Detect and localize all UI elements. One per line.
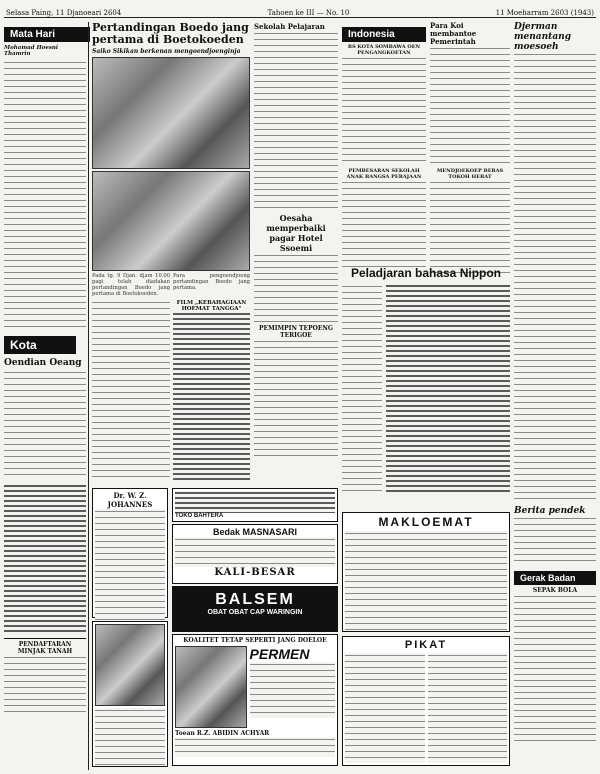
permen-ad xyxy=(172,634,338,766)
column-indonesia xyxy=(342,22,426,262)
berita-heading: Berita pendek xyxy=(514,506,586,516)
oendian-oeang-heading: Oendian Oeang xyxy=(4,358,82,368)
pikat-heading: PIKAT xyxy=(404,639,448,651)
para-koi-heading: Para Koi membantoe Pemerintah xyxy=(430,21,477,46)
gerak-badan-heading: Gerak Badan xyxy=(514,571,596,585)
boedo-subtitle: Saiko Sikikan berkenan mengoendjoenginja xyxy=(92,48,241,55)
boedo-body-left xyxy=(92,300,170,480)
masnasari-ad xyxy=(172,524,338,584)
sepak-bola-text xyxy=(514,594,596,744)
pembesaran-text xyxy=(342,180,426,270)
waringin-label: OBAT OBAT CAP WARINGIN xyxy=(207,609,303,616)
toko-bahtera-ad xyxy=(172,488,338,522)
indonesia-text xyxy=(342,56,426,166)
mata-hari-text xyxy=(4,60,86,330)
caption-right: Para pengoendjoeng pertandingan Boedo jang pertama. xyxy=(173,273,250,291)
balsem-ad xyxy=(172,586,338,632)
oendian-text xyxy=(4,370,86,480)
ads-block-left xyxy=(92,488,168,770)
column-mata-hari xyxy=(4,22,86,770)
ads-block-center xyxy=(172,488,338,770)
nippon-lessons-kana xyxy=(386,284,510,494)
column-djerman xyxy=(514,22,596,770)
sepak-bola-heading: SEPAK BOLA xyxy=(532,587,578,594)
sekolah-text xyxy=(254,31,338,211)
indonesia-heading: Indonesia xyxy=(342,27,426,42)
kali-besar-label: KALI-BESAR xyxy=(214,567,296,578)
para-koi-text xyxy=(430,46,510,166)
masnasari-title: Bedak MASNASARI xyxy=(212,527,297,537)
oesaha-text xyxy=(254,253,338,323)
johannes-title: Dr. W. Z. JOHANNES xyxy=(107,491,153,509)
boedo-headline: Pertandingan Boedo jang pertama di Boetokoeden xyxy=(92,21,249,46)
makloemat-box xyxy=(342,512,510,632)
makloemat-section xyxy=(342,512,510,770)
mata-hari-byline: Mohamad Hoesni Thamrin xyxy=(4,45,59,57)
boedo-photo-bottom xyxy=(92,171,250,271)
toko-bahtera-label: TOKO BAHTERA xyxy=(175,513,224,519)
johannes-ad xyxy=(92,488,168,618)
masthead-issue: Tahoen ke III — No. 10 xyxy=(267,9,350,17)
koalitet-heading: KOALITET TETAP SEPERTI JANG DOELOE xyxy=(183,637,327,644)
bahasa-nippon-section xyxy=(342,266,510,510)
nippon-lessons-romaji xyxy=(342,284,382,494)
pendaftaran-heading: PENDAFTARAN MINJAK TANAH xyxy=(4,638,86,655)
rs-heading: RS KOTA SOMBAWA OEN PENGANGKOETAN xyxy=(347,44,421,56)
film-heading: FILM „KEBAHAGIAAN HOEMAT TANGGA" xyxy=(176,300,247,312)
pikat-box xyxy=(342,636,510,766)
makloemat-heading: MAKLOEMAT xyxy=(378,515,474,529)
berita-text xyxy=(514,516,596,566)
mata-hari-heading: Mata Hari xyxy=(4,27,90,42)
djerman-heading: Djerman menantang moesoeh xyxy=(514,22,571,52)
column-sekolah xyxy=(254,22,338,482)
bahasa-nippon-heading: Peladjaran bahasa Nippon xyxy=(350,266,502,280)
boedo-story xyxy=(92,22,250,482)
djerman-text xyxy=(514,52,596,502)
balsem-title: BALSEM xyxy=(215,591,295,608)
boedo-photo-top xyxy=(92,57,250,169)
masthead xyxy=(4,4,596,18)
lottery-number-table xyxy=(4,484,86,634)
caption-left: Pada tg. 9 Djan. djam 10.00 pagi telah diadakan pertandingan Boedo jang pertama di Boetokoeden. xyxy=(92,273,170,297)
pemimpin-text xyxy=(254,339,338,459)
masthead-hijri: 11 Moeharram 2603 (1943) xyxy=(495,9,594,17)
column-rule xyxy=(88,22,89,770)
column-para-koi xyxy=(430,22,510,262)
sekolah-heading: Sekolah Pelajaran xyxy=(254,22,325,31)
abidin-label: Toean R.Z. ABIDIN ACHYAR xyxy=(175,730,270,737)
mendjoekoep-text xyxy=(430,180,510,276)
permen-illustration xyxy=(175,646,247,728)
masthead-date: Selasa Paing, 11 Djanoeari 2604 xyxy=(6,9,122,17)
pendaftaran-text xyxy=(4,655,86,715)
pembesaran-heading: PEMBESARAN SEKOLAH ANAK BANGSA PERAJAAN xyxy=(346,168,422,180)
mendjoekoep-heading: MENDJOEKOEP BERAS TOKOH HEBAT xyxy=(436,168,504,180)
permen-title: PERMEN xyxy=(249,646,310,662)
medicine-ad xyxy=(92,621,168,767)
kota-heading: Kota xyxy=(4,336,76,354)
pemimpin-heading: PEMIMPIN TEPOENG TERIGOE xyxy=(258,325,334,339)
oesaha-heading: Oesaha memperbaiki pagar Hotel Ssoemi xyxy=(266,213,326,253)
film-text xyxy=(173,312,250,482)
